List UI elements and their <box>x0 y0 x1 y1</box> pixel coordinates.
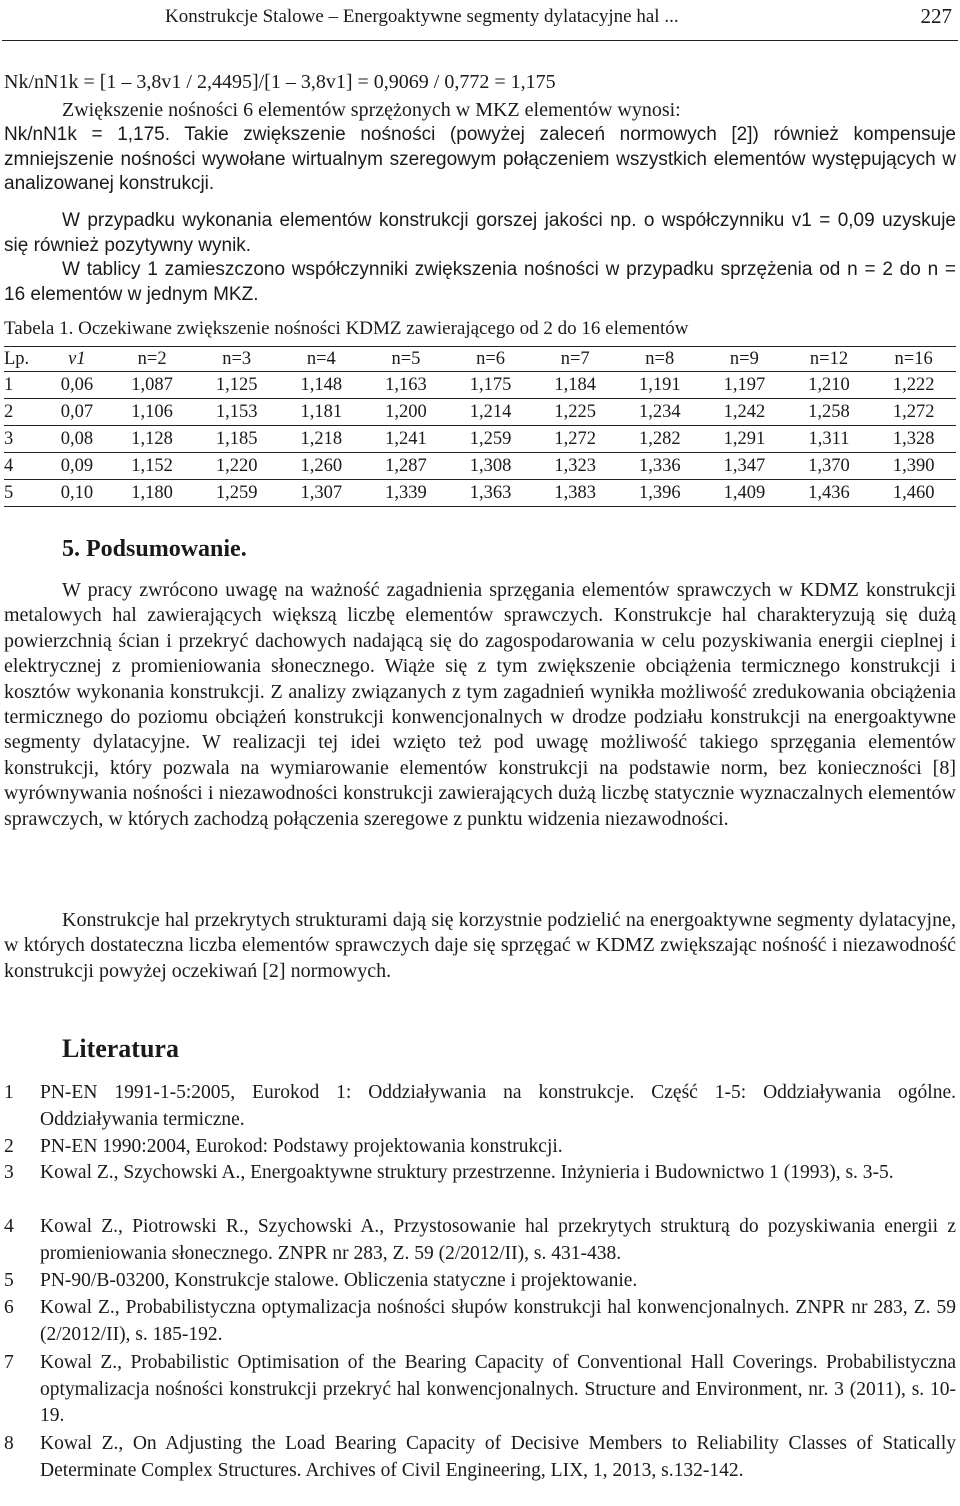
table-cell: 1,184 <box>533 372 618 399</box>
table-row <box>4 372 956 399</box>
running-header <box>0 2 960 32</box>
reference-text: PN-90/B-03200, Konstrukcje stalowe. Obliczenia statyczne i projektowanie. <box>40 1270 638 1291</box>
table-header-cell: n=3 <box>194 347 279 372</box>
table-cell: 0,07 <box>44 399 110 426</box>
table-cell: 1,200 <box>364 399 449 426</box>
table-cell: 1,383 <box>533 480 618 507</box>
table-header-row <box>4 347 956 372</box>
header-title: Konstrukcje Stalowe – Energoaktywne segmenty dylatacyjne hal ... <box>165 6 679 27</box>
table-cell: 1,308 <box>448 453 533 480</box>
table-cell: 1,307 <box>279 480 364 507</box>
paragraph-result <box>4 98 956 123</box>
table-cell: 1,181 <box>279 399 364 426</box>
table-header-cell: Lp. <box>4 347 44 372</box>
table-header-cell: n=16 <box>871 347 956 372</box>
table-header-cell: n=5 <box>364 347 449 372</box>
paragraph-quality: W przypadku wykonania elementów konstrukcji gorszej jakości np. o współczynniku v1 = 0,09 uzyskuje się również pozytywny wynik. <box>4 210 956 256</box>
table-cell: 1,197 <box>702 372 787 399</box>
table-cell: 1,282 <box>617 426 702 453</box>
reference-item <box>4 1295 956 1348</box>
table-cell: 1,259 <box>448 426 533 453</box>
table-cell: 1,234 <box>617 399 702 426</box>
table-cell: 4 <box>4 453 44 480</box>
table-cell: 0,09 <box>44 453 110 480</box>
table-cell: 1,106 <box>110 399 195 426</box>
table-cell: 1,148 <box>279 372 364 399</box>
table-cell: 1,311 <box>787 426 872 453</box>
table-cell: 1,210 <box>787 372 872 399</box>
reference-number: 1 <box>4 1082 14 1103</box>
section-heading-literature: Literatura <box>62 1034 179 1063</box>
reference-text: Kowal Z., Probabilistyczna optymalizacja nośności słupów konstrukcji hal konwencjonalnych. ZNPR nr 283, Z. 59 (2/2012/II), s. 185-192. <box>40 1297 956 1345</box>
paragraph-table-ref: W tablicy 1 zamieszczono współczynniki zwiększenia nośności w przypadku sprzężenia od n = 2 do n = 16 elementów w jednym MKZ. <box>4 259 956 305</box>
table-cell: 1,390 <box>871 453 956 480</box>
table-caption: Tabela 1. Oczekiwane zwiększenie nośności KDMZ zawierającego od 2 do 16 elementów <box>4 318 689 339</box>
reference-number: 6 <box>4 1297 14 1318</box>
table-cell: 1,180 <box>110 480 195 507</box>
reference-text: PN-EN 1990:2004, Eurokod: Podstawy projektowania konstrukcji. <box>40 1136 563 1157</box>
table-row <box>4 399 956 426</box>
reference-number: 3 <box>4 1162 14 1183</box>
section-heading-summary: 5. Podsumowanie. <box>62 536 247 562</box>
table-header-cell: v1 <box>44 347 110 372</box>
table-cell: 3 <box>4 426 44 453</box>
table-row <box>4 453 956 480</box>
table-cell: 0,10 <box>44 480 110 507</box>
table-cell: 1,291 <box>702 426 787 453</box>
table-cell: 1,272 <box>871 399 956 426</box>
table-cell: 1,259 <box>194 480 279 507</box>
reference-text: Kowal Z., Probabilistic Optimisation of the Bearing Capacity of Conventional Hall Coverings. Probabilistyczna optymalizacja nośności konstrukcji przekryć hal konwencjonalnych. Structure and Environment, nr. 3 (2011), s. 10-19. <box>40 1352 956 1426</box>
reference-item <box>4 1080 956 1133</box>
table-cell: 1,218 <box>279 426 364 453</box>
table-cell: 1,260 <box>279 453 364 480</box>
summary-paragraph-2: Konstrukcje hal przekrytych strukturami dają się korzystnie podzielić na energoaktywne segmenty dylatacyjne, w których dostateczna liczba elementów sprawczych daje się sprzęgać w KDMZ zwiększając nośność i niezawodność konstrukcji powyżej oczekiwań [2] normowych. <box>4 909 956 982</box>
table-cell: 1,272 <box>533 426 618 453</box>
table-cell: 1,163 <box>364 372 449 399</box>
table-cell: 1,323 <box>533 453 618 480</box>
table-cell: 1,222 <box>871 372 956 399</box>
table-cell: 1,153 <box>194 399 279 426</box>
header-rule <box>2 40 958 41</box>
table-cell: 1,396 <box>617 480 702 507</box>
summary-paragraph-1: W pracy zwrócono uwagę na ważność zagadnienia sprzęgania elementów sprawczych w KDMZ konstrukcji metalowych hal zawierających większą liczbę elementów sprawczych. Konstrukcje hal charakteryzują się dużą powierzchnią ścian i przekryć dachowych nadającą się do zagospodarowania w celu pozyskiwania energii cieplnej i elektrycznej z promieniowania słonecznego. Wiąże się z tym zwiększenie obciążenia termicznego konstrukcji i kosztów wykonania konstrukcji. Z analizy związanych z tym zagadnień wynikła możliwość zredukowania obciążenia termicznego do poziomu obciążeń konstrukcji konwencjonalnych w drodze podziału konstrukcji na energoaktywne segmenty dylatacyjne. W realizacji tej idei wzięto też pod uwagę możliwość takiego sprzęgania elementów konstrukcji, który pozwala na wymiarowanie elementów konstrukcji na podstawie norm, bez konieczności [8] wyrównywania nośności i niezawodności konstrukcji zawierających dużą liczbę statycznie wyznaczalnych elementów sprawczych, w których zachodzą połączenia szeregowe z punktu widzenia niezawodności. <box>4 579 956 830</box>
reference-text: Kowal Z., On Adjusting the Load Bearing Capacity of Decisive Members to Reliability Classes of Statically Determinate Complex Structures. Archives of Civil Engineering, LIX, 1, 2013, s.132-142. <box>40 1433 956 1481</box>
table-cell: 1,258 <box>787 399 872 426</box>
reference-item <box>4 1134 956 1161</box>
page-number: 227 <box>920 4 952 28</box>
table-row <box>4 426 956 453</box>
reference-item <box>4 1160 956 1187</box>
table-header-cell: n=9 <box>702 347 787 372</box>
reference-number: 8 <box>4 1433 14 1454</box>
table-cell: 1,242 <box>702 399 787 426</box>
table-cell: 1,225 <box>533 399 618 426</box>
table-cell: 1,328 <box>871 426 956 453</box>
table-cell: 1,409 <box>702 480 787 507</box>
table-cell: 1,175 <box>448 372 533 399</box>
table-cell: 1,241 <box>364 426 449 453</box>
table-cell: 1,087 <box>110 372 195 399</box>
table-cell: 1,220 <box>194 453 279 480</box>
table-header-cell: n=8 <box>617 347 702 372</box>
table-cell: 1,363 <box>448 480 533 507</box>
paragraph-result-line1: Zwiększenie nośności 6 elementów sprzężonych w MKZ elementów wynosi: <box>62 99 681 121</box>
reference-item <box>4 1214 956 1267</box>
table-row <box>4 480 956 507</box>
reference-number: 5 <box>4 1270 14 1291</box>
table-cell: 1,185 <box>194 426 279 453</box>
table-cell: 1,214 <box>448 399 533 426</box>
table-cell: 1,191 <box>617 372 702 399</box>
table-header-cell: n=7 <box>533 347 618 372</box>
table-header-cell: n=4 <box>279 347 364 372</box>
table-header-cell: n=2 <box>110 347 195 372</box>
formula-line: Nk/nN1k = [1 – 3,8v1 / 2,4495]/[1 – 3,8v1] = 0,9069 / 0,772 = 1,175 <box>4 71 556 93</box>
table-cell: 0,06 <box>44 372 110 399</box>
reference-item <box>4 1350 956 1430</box>
reference-item <box>4 1268 956 1295</box>
reference-number: 7 <box>4 1352 14 1373</box>
table-cell: 1,128 <box>110 426 195 453</box>
reference-number: 2 <box>4 1136 14 1157</box>
paragraph-result-cont: Nk/nN1k = 1,175. Takie zwiększenie nośności (powyżej zaleceń normowych [2]) również kompensuje zmniejszenie nośności wywołane wirtualnym szeregowym połączeniem wszystkich elementów występujących w analizowanej konstrukcji. <box>4 124 956 195</box>
table-cell: 1,152 <box>110 453 195 480</box>
reference-number: 4 <box>4 1216 14 1237</box>
reference-item <box>4 1431 956 1484</box>
table-cell: 1,370 <box>787 453 872 480</box>
reference-text: Kowal Z., Piotrowski R., Szychowski A., Przystosowanie hal przekrytych strukturą do pozyskiwania energii z promieniowania słonecznego. ZNPR nr 283, Z. 59 (2/2012/II), s. 431-438. <box>40 1216 956 1264</box>
results-table <box>4 346 956 507</box>
reference-text: PN-EN 1991-1-5:2005, Eurokod 1: Oddziaływania na konstrukcje. Część 1-5: Oddziaływania ogólne. Oddziaływania termiczne. <box>40 1082 956 1130</box>
reference-text: Kowal Z., Szychowski A., Energoaktywne struktury przestrzenne. Inżynieria i Budownictwo 1 (1993), s. 3-5. <box>40 1162 894 1183</box>
table-cell: 0,08 <box>44 426 110 453</box>
table-cell: 1,336 <box>617 453 702 480</box>
table-body <box>4 372 956 507</box>
table-cell: 2 <box>4 399 44 426</box>
table-header-cell: n=12 <box>787 347 872 372</box>
table-cell: 1,125 <box>194 372 279 399</box>
table-cell: 1,339 <box>364 480 449 507</box>
table-cell: 1 <box>4 372 44 399</box>
table-cell: 5 <box>4 480 44 507</box>
table-cell: 1,347 <box>702 453 787 480</box>
table-cell: 1,287 <box>364 453 449 480</box>
table-cell: 1,436 <box>787 480 872 507</box>
table-cell: 1,460 <box>871 480 956 507</box>
table-header-cell: n=6 <box>448 347 533 372</box>
